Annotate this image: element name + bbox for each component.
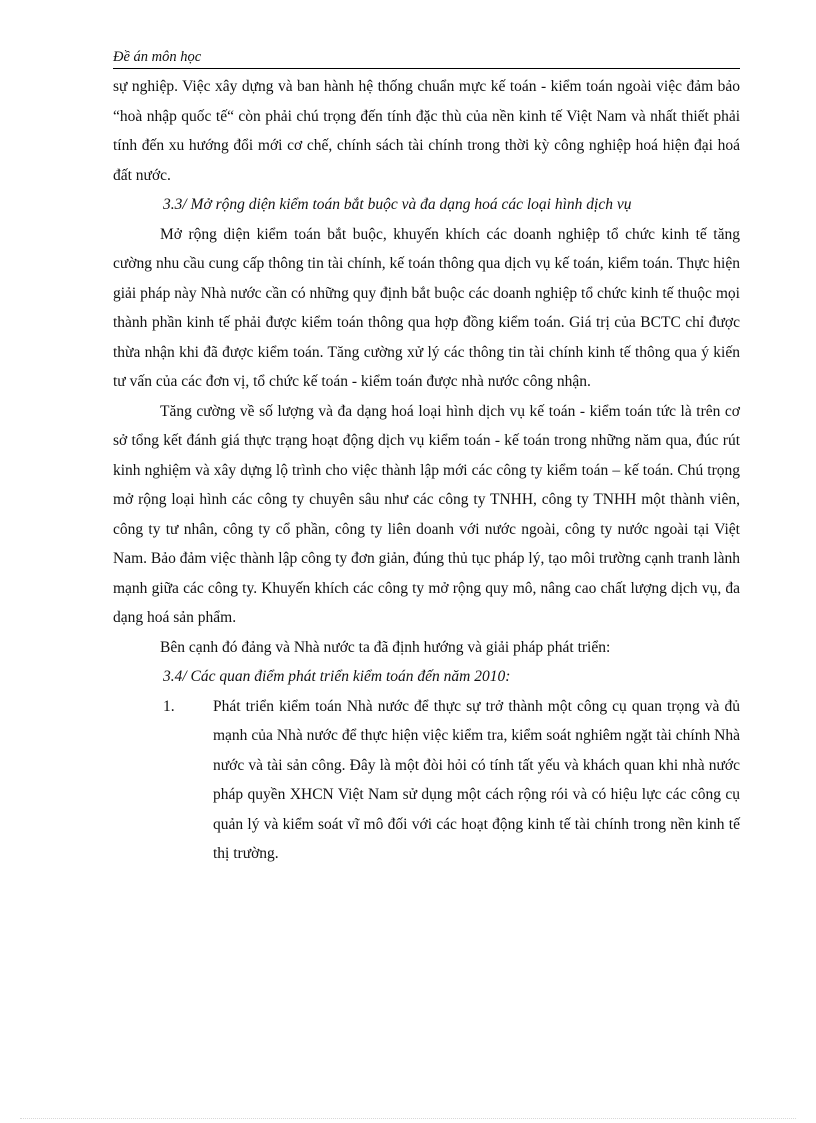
paragraph-orientation: Bên cạnh đó đảng và Nhà nước ta đã định hướng và giải pháp phát triển: — [160, 638, 611, 656]
list-item-number: 1. — [163, 697, 175, 715]
section-heading-3-4: 3.4/ Các quan điểm phát triển kiểm toán đến năm 2010: — [163, 668, 511, 685]
viewpoint-list — [113, 692, 740, 869]
paragraph-service-diversification: Tăng cường về số lượng và đa dạng hoá loại hình dịch vụ kế toán - kiểm toán tức là trên cơ sở tổng kết đánh giá thực trạng hoạt động dịch vụ kiểm toán - kế toán trong những năm qua, đúc rút kinh nghiệm và xây dựng lộ trình cho việc thành lập mới các công ty kiểm toán – kế toán. Chú trọng mở rộng loại hình các công ty chuyên sâu như các công ty TNHH, công ty TNHH một thành viên, công ty tư nhân, công ty cổ phần, công ty liên doanh với nước ngoài, công ty nước ngoài tại Việt Nam. Bảo đảm việc thành lập công ty đơn giản, đúng thủ tục pháp lý, tạo môi trường cạnh tranh lành mạnh giữa các công ty. Khuyến khích các công ty mở rộng quy mô, nâng cao chất lượng dịch vụ, đa dạng hoá sản phẩm. — [113, 402, 741, 626]
page-bottom-divider — [20, 1118, 796, 1119]
list-item-text: Phát triển kiểm toán Nhà nước để thực sự trở thành một công cụ quan trọng và đủ mạnh của Nhà nước để thực hiện việc kiểm tra, kiểm soát nghiêm ngặt tài chính Nhà nước và tài sản công. Đây là một đòi hỏi có tính tất yếu và khách quan khi nhà nước pháp quyền XHCN Việt Nam sử dụng một cách rộng rói và có hiệu lực các công cụ quản lý và kiểm soát vĩ mô đối với các hoạt động kinh tế tài chính trong nền kinh tế thị trường. — [213, 697, 740, 862]
document-body — [113, 72, 740, 869]
list-item — [113, 692, 740, 869]
header-title: Đề án môn học — [113, 49, 202, 65]
paragraph-mandatory-audit: Mở rộng diện kiểm toán bắt buộc, khuyến khích các doanh nghiệp tổ chức kinh tế tăng cường nhu cầu cung cấp thông tin tài chính, kế toán thông qua dịch vụ kế toán, kiểm toán. Thực hiện giải pháp này Nhà nước cần có những quy định bắt buộc các doanh nghiệp tổ chức kinh tế thuộc mọi thành phần kinh tế phải được kiểm toán thông qua hợp đồng kiểm toán. Giá trị của BCTC chỉ được thừa nhận khi đã được kiểm toán. Tăng cường xử lý các thông tin tài chính kinh tế thông qua ý kiến tư vấn của các đơn vị, tổ chức kế toán - kiểm toán được nhà nước công nhận. — [113, 225, 740, 390]
paragraph-continuation: sự nghiệp. Việc xây dựng và ban hành hệ thống chuẩn mực kế toán - kiểm toán ngoài việc đảm bảo “hoà nhập quốc tế“ còn phải chú trọng đến tính đặc thù của nền kinh tế Việt Nam và nhất thiết phải tính đến xu hướng đổi mới cơ chế, chính sách tài chính trong thời kỳ công nghiệp hoá hiện đại hoá đất nước. — [113, 78, 740, 184]
page-header — [113, 48, 740, 69]
section-heading-3-3: 3.3/ Mở rộng diện kiểm toán bắt buộc và đa dạng hoá các loại hình dịch vụ — [163, 196, 632, 213]
